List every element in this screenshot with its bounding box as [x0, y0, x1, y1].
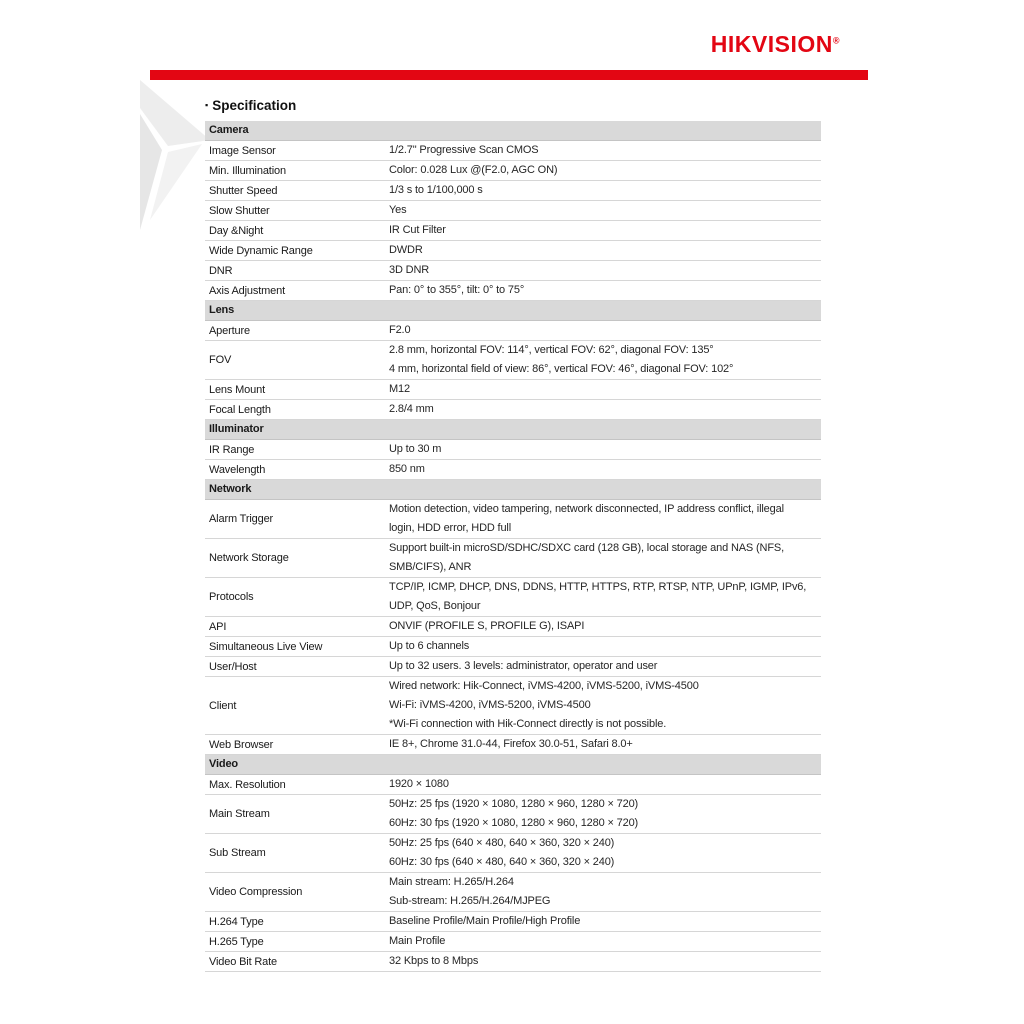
spec-row: [205, 221, 821, 241]
spec-label: DNR: [209, 264, 233, 277]
spec-label: Image Sensor: [209, 144, 276, 157]
spec-value: [385, 912, 821, 931]
spec-label: Simultaneous Live View: [209, 640, 323, 653]
spec-row: [205, 775, 821, 795]
spec-row: [205, 735, 821, 755]
spec-value: [385, 795, 821, 833]
spec-value-line: ONVIF (PROFILE S, PROFILE G), ISAPI: [389, 620, 585, 632]
spec-value-line: 2.8/4 mm: [389, 403, 434, 415]
spec-value-line: 1920 × 1080: [389, 778, 449, 790]
spec-label: Wavelength: [209, 463, 266, 476]
spec-value-line: 4 mm, horizontal field of view: 86°, vertical FOV: 46°, diagonal FOV: 102°: [389, 363, 734, 375]
spec-value: [385, 578, 821, 616]
hikvision-logo: [711, 31, 840, 58]
logo-text: HIKVISION: [710, 31, 833, 57]
spec-value-line: 60Hz: 30 fps (640 × 480, 640 × 360, 320 × 240): [389, 856, 615, 868]
spec-row: [205, 161, 821, 181]
spec-value: [385, 775, 821, 794]
spec-value-line: Up to 6 channels: [389, 640, 470, 652]
spec-label: Min. Illumination: [209, 164, 286, 177]
spec-value-line: Yes: [389, 204, 407, 216]
spec-value: [385, 500, 821, 538]
spec-value: [385, 932, 821, 951]
section-header: [205, 121, 821, 141]
spec-value: [385, 539, 821, 577]
spec-value: [385, 141, 821, 160]
spec-row: [205, 677, 821, 735]
spec-row: [205, 637, 821, 657]
spec-value-line: login, HDD error, HDD full: [389, 522, 512, 534]
section-title: Network: [209, 483, 252, 495]
spec-row: [205, 834, 821, 873]
spec-value-line: M12: [389, 383, 410, 395]
spec-label: Video Bit Rate: [209, 955, 278, 968]
spec-table: [205, 121, 821, 972]
section-header: [205, 420, 821, 440]
spec-value: [385, 341, 821, 379]
spec-value: [385, 617, 821, 636]
spec-value-line: Wi-Fi: iVMS-4200, iVMS-5200, iVMS-4500: [389, 699, 591, 711]
spec-value-line: Color: 0.028 Lux @(F2.0, AGC ON): [389, 164, 558, 176]
spec-value-line: Up to 30 m: [389, 443, 442, 455]
spec-label: Client: [209, 699, 237, 712]
spec-row: [205, 912, 821, 932]
spec-label: Max. Resolution: [209, 778, 286, 791]
spec-value: [385, 221, 821, 240]
spec-value-line: Up to 32 users. 3 levels: administrator, operator and user: [389, 660, 658, 672]
spec-value-line: Sub-stream: H.265/H.264/MJPEG: [389, 895, 551, 907]
spec-label: User/Host: [209, 660, 257, 673]
spec-label: Main Stream: [209, 808, 270, 820]
spec-value: [385, 201, 821, 220]
spec-value: [385, 873, 821, 911]
spec-value-line: IR Cut Filter: [389, 224, 446, 236]
spec-value: [385, 241, 821, 260]
spec-label: Wide Dynamic Range: [209, 244, 313, 257]
spec-value-line: DWDR: [389, 244, 423, 256]
spec-row: [205, 321, 821, 341]
spec-label: Web Browser: [209, 738, 274, 751]
spec-value-line: Baseline Profile/Main Profile/High Profile: [389, 915, 581, 927]
spec-value: [385, 460, 821, 479]
spec-label: Aperture: [209, 324, 250, 337]
spec-row: [205, 261, 821, 281]
spec-row: [205, 617, 821, 637]
spec-row: [205, 380, 821, 400]
spec-value-line: Wired network: Hik-Connect, iVMS-4200, iVMS-5200, iVMS-4500: [389, 680, 699, 692]
spec-label: Lens Mount: [209, 383, 265, 396]
spec-row: [205, 932, 821, 952]
spec-row: [205, 539, 821, 578]
spec-row: [205, 657, 821, 677]
spec-value: [385, 261, 821, 280]
spec-value: [385, 161, 821, 180]
spec-value-line: Support built-in microSD/SDHC/SDXC card (128 GB), local storage and NAS (NFS,: [389, 542, 784, 554]
spec-row: [205, 341, 821, 380]
spec-value-line: UDP, QoS, Bonjour: [389, 600, 481, 612]
spec-value: [385, 321, 821, 340]
spec-row: [205, 400, 821, 420]
section-title: Camera: [209, 124, 249, 136]
logo-registered-mark: ®: [832, 35, 840, 46]
spec-row: [205, 241, 821, 261]
spec-label: H.264 Type: [209, 915, 264, 928]
header-accent-bar: [150, 70, 868, 80]
spec-value: [385, 677, 821, 734]
spec-label: Alarm Trigger: [209, 513, 274, 525]
spec-row: [205, 795, 821, 834]
section-title: Video: [209, 758, 239, 770]
spec-label: Axis Adjustment: [209, 284, 286, 297]
spec-label: FOV: [209, 354, 232, 366]
spec-value-line: SMB/CIFS), ANR: [389, 561, 472, 573]
spec-value-line: F2.0: [389, 324, 411, 336]
section-header: [205, 755, 821, 775]
spec-value-line: *Wi-Fi connection with Hik-Connect directly is not possible.: [389, 718, 667, 730]
spec-label: H.265 Type: [209, 935, 264, 948]
spec-label: Day &Night: [209, 224, 264, 237]
spec-value: [385, 400, 821, 419]
spec-value-line: 1/2.7" Progressive Scan CMOS: [389, 144, 539, 156]
spec-value-line: Main stream: H.265/H.264: [389, 876, 514, 888]
spec-value-line: 32 Kbps to 8 Mbps: [389, 955, 479, 967]
spec-value: [385, 637, 821, 656]
spec-row: [205, 578, 821, 617]
spec-value-line: 2.8 mm, horizontal FOV: 114°, vertical FOV: 62°, diagonal FOV: 135°: [389, 344, 714, 356]
spec-value-line: Motion detection, video tampering, network disconnected, IP address conflict, illegal: [389, 503, 784, 515]
spec-value: [385, 834, 821, 872]
spec-label: Shutter Speed: [209, 184, 278, 197]
spec-value-line: IE 8+, Chrome 31.0-44, Firefox 30.0-51, Safari 8.0+: [389, 738, 633, 750]
watermark-arrow-graphic: [138, 80, 213, 230]
spec-value-line: Pan: 0° to 355°, tilt: 0° to 75°: [389, 284, 525, 296]
spec-row: [205, 181, 821, 201]
spec-label: Network Storage: [209, 552, 289, 564]
section-title: Lens: [209, 304, 235, 316]
spec-row: [205, 952, 821, 972]
spec-row: [205, 141, 821, 161]
spec-value-line: 60Hz: 30 fps (1920 × 1080, 1280 × 960, 1280 × 720): [389, 817, 639, 829]
page-title: [205, 98, 821, 113]
spec-value: [385, 657, 821, 676]
spec-value-line: 1/3 s to 1/100,000 s: [389, 184, 483, 196]
spec-row: [205, 440, 821, 460]
section-title: Illuminator: [209, 423, 264, 435]
spec-row: [205, 873, 821, 912]
spec-label: Video Compression: [209, 886, 303, 898]
spec-value: [385, 440, 821, 459]
spec-label: IR Range: [209, 443, 255, 456]
spec-value-line: 3D DNR: [389, 264, 430, 276]
spec-label: Slow Shutter: [209, 204, 270, 217]
spec-label: Protocols: [209, 591, 254, 603]
spec-label: API: [209, 620, 227, 633]
spec-row: [205, 201, 821, 221]
spec-value-line: 50Hz: 25 fps (640 × 480, 640 × 360, 320 × 240): [389, 837, 615, 849]
spec-value: [385, 952, 821, 971]
spec-label: Focal Length: [209, 403, 271, 416]
spec-value-line: 50Hz: 25 fps (1920 × 1080, 1280 × 960, 1280 × 720): [389, 798, 639, 810]
spec-value: [385, 735, 821, 754]
spec-label: Sub Stream: [209, 847, 266, 859]
spec-value: [385, 380, 821, 399]
spec-value: [385, 281, 821, 300]
spec-value-line: Main Profile: [389, 935, 446, 947]
spec-row: [205, 500, 821, 539]
spec-value-line: 850 nm: [389, 463, 425, 475]
spec-value: [385, 181, 821, 200]
spec-row: [205, 281, 821, 301]
page-title-text: Specification: [212, 98, 297, 113]
spec-value-line: TCP/IP, ICMP, DHCP, DNS, DDNS, HTTP, HTTPS, RTP, RTSP, NTP, UPnP, IGMP, IPv6,: [389, 581, 807, 593]
title-bullet: ▪: [205, 100, 209, 110]
section-header: [205, 480, 821, 500]
spec-row: [205, 460, 821, 480]
section-header: [205, 301, 821, 321]
spec-content: [205, 98, 821, 972]
